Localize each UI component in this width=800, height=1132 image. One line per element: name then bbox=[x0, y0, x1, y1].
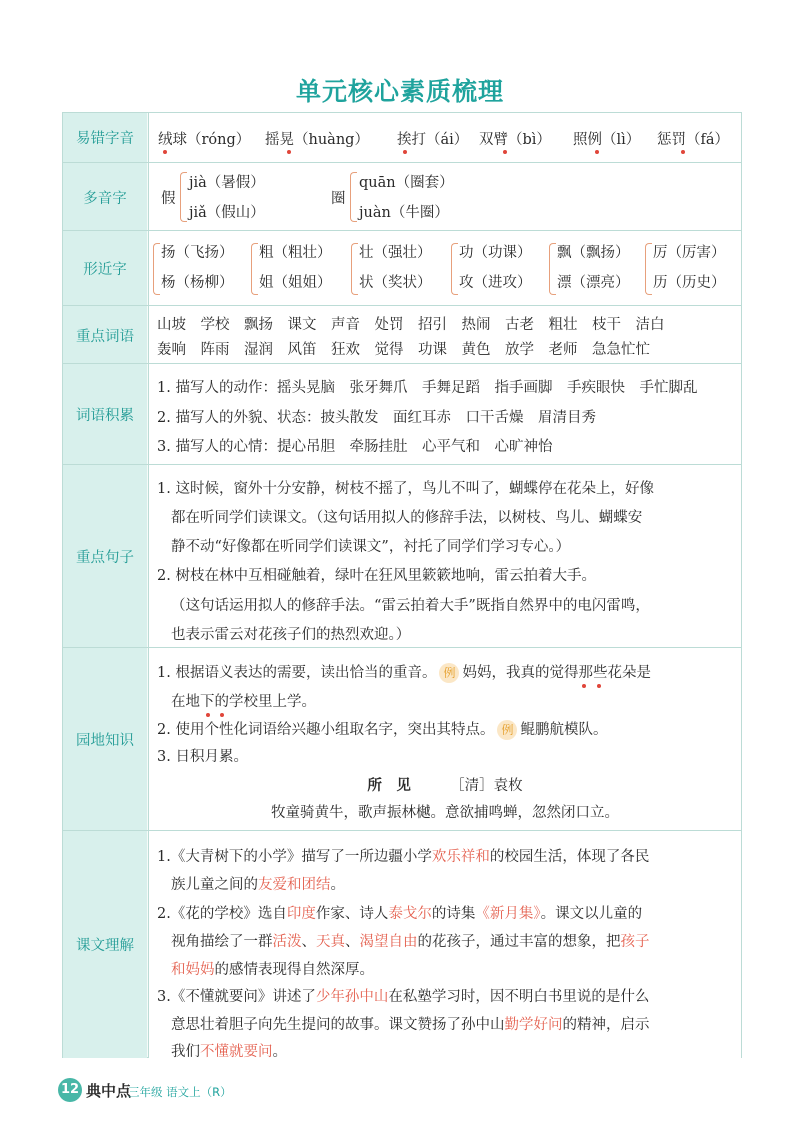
brace bbox=[549, 243, 556, 295]
body-text: 。 bbox=[330, 877, 345, 893]
highlight-text: 泰戈尔 bbox=[388, 906, 432, 922]
knowledge-line: 3. 日积月累。 bbox=[157, 749, 248, 765]
page-title: 单元核心素质梳理 bbox=[295, 77, 504, 106]
row-label: 多音字 bbox=[63, 163, 147, 231]
body-text: 3.《不懂就要问》讲述了 bbox=[157, 989, 316, 1005]
polyphonic-char: 圈 bbox=[331, 191, 346, 207]
similar-char: 状（奖状） bbox=[359, 275, 432, 291]
emphasis-dot bbox=[597, 684, 601, 688]
row-content bbox=[148, 231, 741, 306]
highlight-text: 欢乐祥和 bbox=[431, 849, 490, 865]
understanding-line bbox=[171, 1040, 287, 1061]
vocab-line: 2. 描写人的外貌、状态：披头散发 面红耳赤 口干舌燥 眉清目秀 bbox=[157, 410, 596, 426]
knowledge-text: 1. 根据语义表达的需要，读出恰当的重音。 bbox=[157, 665, 437, 681]
poem-text: 牧童骑黄牛，歌声振林樾。意欲捕鸣蝉，忽然闭口立。 bbox=[271, 805, 619, 821]
reading: quān（圈套） bbox=[359, 175, 454, 191]
sentence-line: 1. 这时候，窗外十分安静，树枝不摇了，鸟儿不叫了，蝴蝶停在花朵上，好像 bbox=[157, 481, 654, 497]
example-badge: 例 bbox=[497, 720, 517, 740]
understanding-line bbox=[171, 958, 374, 979]
row-label: 重点句子 bbox=[63, 465, 147, 648]
body-text: 、 bbox=[301, 934, 316, 950]
similar-char: 姐（姐姐） bbox=[259, 275, 332, 291]
row-content bbox=[148, 163, 741, 231]
body-text: 、 bbox=[345, 934, 360, 950]
similar-char: 飘（飘扬） bbox=[557, 245, 630, 261]
row-label: 重点词语 bbox=[63, 306, 147, 364]
body-text: 。课文以儿童的 bbox=[540, 906, 643, 922]
emphasis-dot bbox=[163, 150, 167, 154]
word: 双臂（bì） bbox=[479, 132, 551, 148]
sentence-line: （这句话运用拟人的修辞手法。“雷云拍着大手”既指自然界中的电闪雷鸣， bbox=[171, 598, 650, 614]
emphasis-dot bbox=[403, 150, 407, 154]
example-badge: 例 bbox=[439, 663, 459, 683]
similar-char: 壮（强壮） bbox=[359, 245, 432, 261]
similar-char: 粗（粗壮） bbox=[259, 245, 332, 261]
emphasis-dot bbox=[595, 150, 599, 154]
row-vocabulary bbox=[63, 363, 741, 465]
row-label: 词语积累 bbox=[63, 364, 147, 465]
highlight-text: 渴望自由 bbox=[359, 934, 418, 950]
knowledge-text: 2. 使用个性化词语给兴趣小组取名字，突出其特点。 bbox=[157, 722, 495, 738]
highlight-text: 活泼 bbox=[272, 934, 302, 950]
row-key-words bbox=[63, 305, 741, 364]
row-key-sentences bbox=[63, 464, 741, 648]
brace bbox=[451, 243, 458, 295]
emphasis-dot bbox=[582, 684, 586, 688]
emphasis-dot bbox=[220, 713, 224, 717]
knowledge-line bbox=[157, 661, 651, 683]
summary-table bbox=[62, 112, 742, 1058]
knowledge-line bbox=[157, 718, 607, 740]
row-garden-knowledge bbox=[63, 647, 741, 831]
brand-logo: 典中点 bbox=[86, 1082, 132, 1100]
page-number: 12 bbox=[58, 1078, 82, 1102]
grade-label: 三年级 语文上（R） bbox=[128, 1085, 232, 1099]
word-line: 山坡 学校 飘扬 课文 声音 处罚 招引 热闹 古老 粗壮 枝干 洁白 bbox=[157, 317, 665, 333]
body-text: 视角描绘了一群 bbox=[171, 934, 273, 950]
polyphonic-char: 假 bbox=[161, 191, 176, 207]
body-text: 在私塾学习时，因不明白书里说的是什么 bbox=[388, 989, 650, 1005]
highlight-text: 友爱和团结 bbox=[258, 877, 331, 893]
example-text: 妈妈，我真的觉得那些花朵是 bbox=[462, 665, 651, 681]
example-text: 鲲鹏航模队。 bbox=[520, 722, 608, 738]
brace bbox=[180, 172, 187, 222]
similar-char: 扬（飞扬） bbox=[161, 245, 234, 261]
body-text: 作家、诗人 bbox=[315, 906, 389, 922]
word: 照例（lì） bbox=[573, 132, 641, 148]
sentence-line: 也表示雷云对花孩子们的热烈欢迎。） bbox=[171, 627, 411, 643]
vocab-line: 3. 描写人的心情：提心吊胆 牵肠挂肚 心平气和 心旷神怡 bbox=[157, 439, 553, 455]
brace bbox=[153, 243, 160, 295]
knowledge-line: 在地下的学校里上学。 bbox=[171, 694, 316, 710]
emphasis-dot bbox=[287, 150, 291, 154]
similar-char: 杨（杨柳） bbox=[161, 275, 234, 291]
row-content bbox=[148, 831, 741, 1058]
brace bbox=[251, 243, 258, 295]
understanding-line bbox=[157, 902, 642, 923]
word: 惩罚（fá） bbox=[657, 132, 730, 148]
understanding-line bbox=[171, 930, 650, 951]
row-content bbox=[148, 648, 741, 831]
highlight-text: 不懂就要问 bbox=[200, 1044, 273, 1060]
body-text: 的精神，启示 bbox=[562, 1017, 650, 1033]
body-text: 的诗集 bbox=[431, 906, 476, 922]
emphasis-dot bbox=[503, 150, 507, 154]
similar-char: 厉（厉害） bbox=[653, 245, 726, 261]
row-content bbox=[148, 364, 741, 465]
word: 挨打（ái） bbox=[397, 132, 469, 148]
brace bbox=[645, 243, 652, 295]
sentence-line: 都在听同学们读课文。（这句话用拟人的修辞手法，以树枝、鸟儿、蝴蝶安 bbox=[171, 510, 643, 526]
row-text-understanding bbox=[63, 830, 741, 1058]
word: 绒球（róng） bbox=[158, 132, 251, 148]
poem-heading bbox=[149, 774, 741, 795]
vocab-line: 1. 描写人的动作：摇头晃脑 张牙舞爪 手舞足蹈 指手画脚 手疾眼快 手忙脚乱 bbox=[157, 380, 698, 396]
highlight-text: 勤学好问 bbox=[504, 1017, 563, 1033]
row-similar-chars bbox=[63, 230, 741, 306]
row-content bbox=[148, 465, 741, 648]
brace bbox=[350, 172, 357, 222]
body-text: 2.《花的学校》选自 bbox=[157, 906, 287, 922]
row-content bbox=[148, 306, 741, 364]
row-pronunciation bbox=[63, 113, 741, 162]
similar-char: 功（功课） bbox=[459, 245, 532, 261]
body-text: 我们 bbox=[171, 1044, 200, 1060]
body-text: 1.《大青树下的小学》描写了一所边疆小学 bbox=[157, 849, 432, 865]
understanding-line bbox=[171, 1013, 650, 1034]
sentence-line: 静不动“好像都在听同学们读课文”，衬托了同学们学习专心。） bbox=[171, 539, 571, 555]
body-text: 意思壮着胆子向先生提问的故事。课文赞扬了孙中山 bbox=[171, 1017, 505, 1033]
reading: juàn（牛圈） bbox=[359, 205, 449, 221]
row-label: 形近字 bbox=[63, 231, 147, 306]
emphasis-dot bbox=[681, 150, 685, 154]
word-line: 轰响 阵雨 湿润 风笛 狂欢 觉得 功课 黄色 放学 老师 急急忙忙 bbox=[157, 342, 650, 358]
row-label: 易错字音 bbox=[63, 113, 147, 162]
reading: jià（暑假） bbox=[189, 175, 265, 191]
similar-char: 历（历史） bbox=[653, 275, 726, 291]
body-text: 的花孩子，通过丰富的想象，把 bbox=[417, 934, 621, 950]
row-polyphonic bbox=[63, 162, 741, 231]
poem-author: ［清］袁枚 bbox=[450, 778, 523, 794]
body-text: 的校园生活，体现了各民 bbox=[489, 849, 650, 865]
understanding-line bbox=[157, 845, 649, 866]
row-label: 园地知识 bbox=[63, 648, 147, 831]
row-content bbox=[148, 113, 741, 162]
brace bbox=[351, 243, 358, 295]
highlight-text: 和妈妈 bbox=[171, 962, 215, 978]
word: 摇晃（huàng） bbox=[265, 132, 369, 148]
emphasis-dot bbox=[206, 713, 210, 717]
body-text: 。 bbox=[272, 1044, 287, 1060]
highlight-text: 印度 bbox=[286, 906, 316, 922]
sentence-line: 2. 树枝在林中互相碰触着，绿叶在狂风里簌簌地响，雷云拍着大手。 bbox=[157, 568, 596, 584]
reading: jiǎ（假山） bbox=[189, 205, 265, 221]
similar-char: 攻（进攻） bbox=[459, 275, 532, 291]
poem-title: 所 见 bbox=[367, 777, 411, 794]
highlight-text: 孩子 bbox=[620, 934, 650, 950]
body-text: 的感情表现得自然深厚。 bbox=[214, 962, 374, 978]
highlight-text: 天真 bbox=[316, 934, 345, 950]
row-label: 课文理解 bbox=[63, 831, 147, 1058]
highlight-text: 少年孙中山 bbox=[315, 989, 389, 1005]
understanding-line bbox=[171, 873, 345, 894]
body-text: 族儿童之间的 bbox=[171, 877, 258, 893]
similar-char: 漂（漂亮） bbox=[557, 275, 630, 291]
understanding-line bbox=[157, 985, 649, 1006]
highlight-text: 《新月集》 bbox=[475, 906, 541, 922]
